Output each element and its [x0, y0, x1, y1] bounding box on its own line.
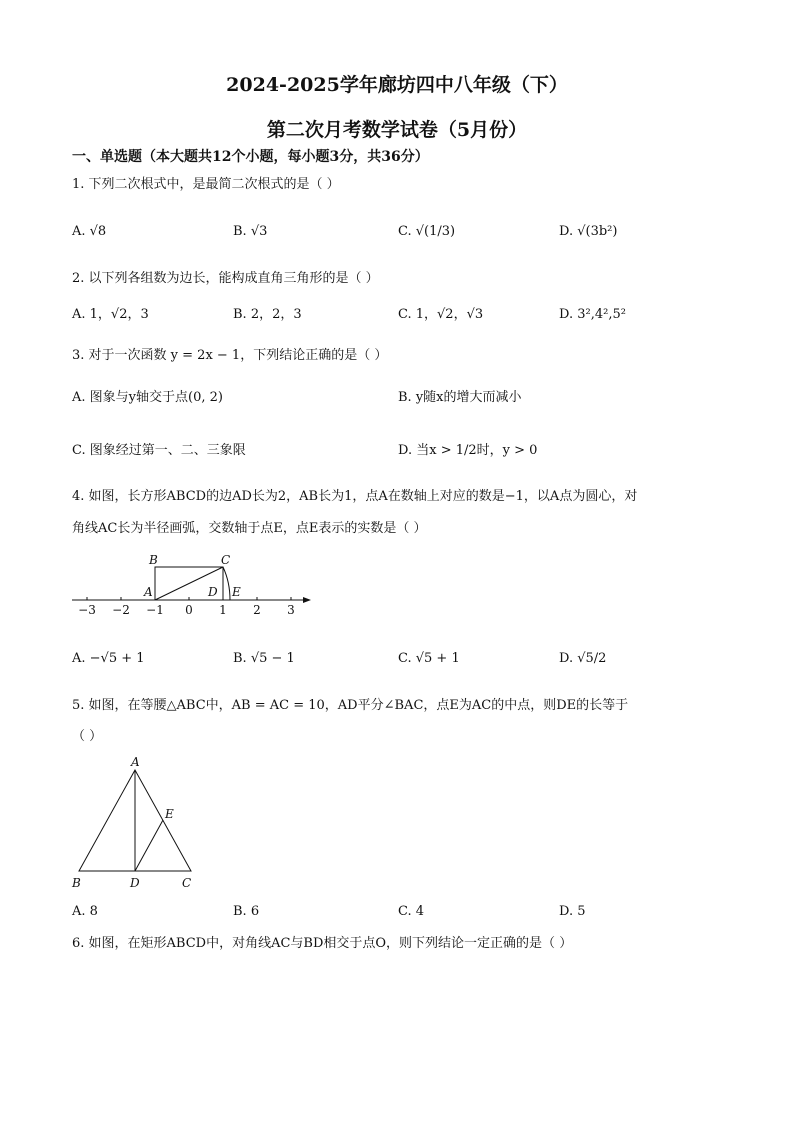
q6-stem: 6. 如图，在矩形ABCD中，对角线AC与BD相交于点O，则下列结论一定正确的是（ ）	[72, 936, 573, 951]
label-d: D	[130, 876, 140, 890]
label-c: C	[182, 876, 192, 890]
q4-option-c: C. √5 + 1	[398, 651, 460, 666]
q5-triangle-figure	[68, 754, 203, 894]
q2-option-c: C. 1，√2，√3	[398, 307, 484, 322]
tick-label: 2	[253, 603, 261, 617]
tick-label: 1	[219, 603, 227, 617]
arc-ce	[223, 567, 230, 600]
q2-option-a: A. 1，√2，3	[72, 307, 149, 322]
label-b: B	[149, 553, 158, 567]
page-title-line2: 第二次月考数学试卷（5月份）	[266, 119, 528, 141]
q5-option-c: C. 4	[398, 904, 425, 919]
q3-option-b: B. y随x的增大而减小	[398, 390, 522, 405]
q1-option-c: C. √(1/3)	[398, 224, 456, 239]
q4-stem-line1: 4. 如图，长方形ABCD的边AD长为2，AB长为1，点A在数轴上对应的数是−1，以A点为圆心，对	[72, 489, 638, 504]
label-e: E	[232, 585, 241, 599]
q4-option-d: D. √5/2	[559, 651, 607, 666]
segment-de	[135, 820, 163, 871]
tick-label: 0	[185, 603, 193, 617]
q3-option-a: A. 图象与y轴交于点(0, 2)	[72, 390, 223, 405]
label-b: B	[72, 876, 81, 890]
q2-option-d: D. 3²,4²,5²	[559, 307, 626, 322]
label-a: A	[144, 585, 153, 599]
q5-option-a: A. 8	[72, 904, 98, 919]
q2-stem: 2. 以下列各组数为边长，能构成直角三角形的是（ ）	[72, 271, 379, 286]
q5-stem-line2: （ ）	[72, 729, 103, 744]
tick-label: 3	[287, 603, 295, 617]
label-c: C	[221, 553, 231, 567]
q4-option-a: A. −√5 + 1	[72, 651, 145, 666]
q1-option-d: D. √(3b²)	[559, 224, 618, 239]
q4-option-b: B. √5 − 1	[233, 651, 295, 666]
q2-option-b: B. 2，2，3	[233, 307, 302, 322]
q4-stem-line2: 角线AC长为半径画弧，交数轴于点E，点E表示的实数是（ ）	[72, 521, 427, 536]
tick-label: −1	[146, 603, 164, 617]
q5-stem-line1: 5. 如图，在等腰△ABC中，AB = AC = 10，AD平分∠BAC，点E为AC的中点，则DE的长等于	[72, 698, 629, 713]
q1-option-a: A. √8	[72, 224, 107, 239]
label-e: E	[165, 807, 174, 821]
q1-stem: 1. 下列二次根式中，是最简二次根式的是（ ）	[72, 177, 340, 192]
q4-number-line-figure	[70, 548, 320, 618]
q5-option-d: D. 5	[559, 904, 586, 919]
tick-label: −2	[112, 603, 130, 617]
q1-option-b: B. √3	[233, 224, 268, 239]
tick-label: −3	[78, 603, 96, 617]
q3-option-d: D. 当x > 1/2时，y > 0	[398, 443, 538, 458]
axis-arrow	[303, 597, 311, 603]
label-d: D	[208, 585, 218, 599]
section-heading: 一、单选题（本大题共12个小题，每小题3分，共36分）	[72, 149, 429, 165]
q3-option-c: C. 图象经过第一、二、三象限	[72, 443, 246, 458]
q3-stem: 3. 对于一次函数 y = 2x − 1，下列结论正确的是（ ）	[72, 348, 388, 363]
page-title-line1: 2024-2025学年廊坊四中八年级（下）	[226, 74, 568, 96]
q5-option-b: B. 6	[233, 904, 260, 919]
label-a: A	[131, 755, 140, 769]
